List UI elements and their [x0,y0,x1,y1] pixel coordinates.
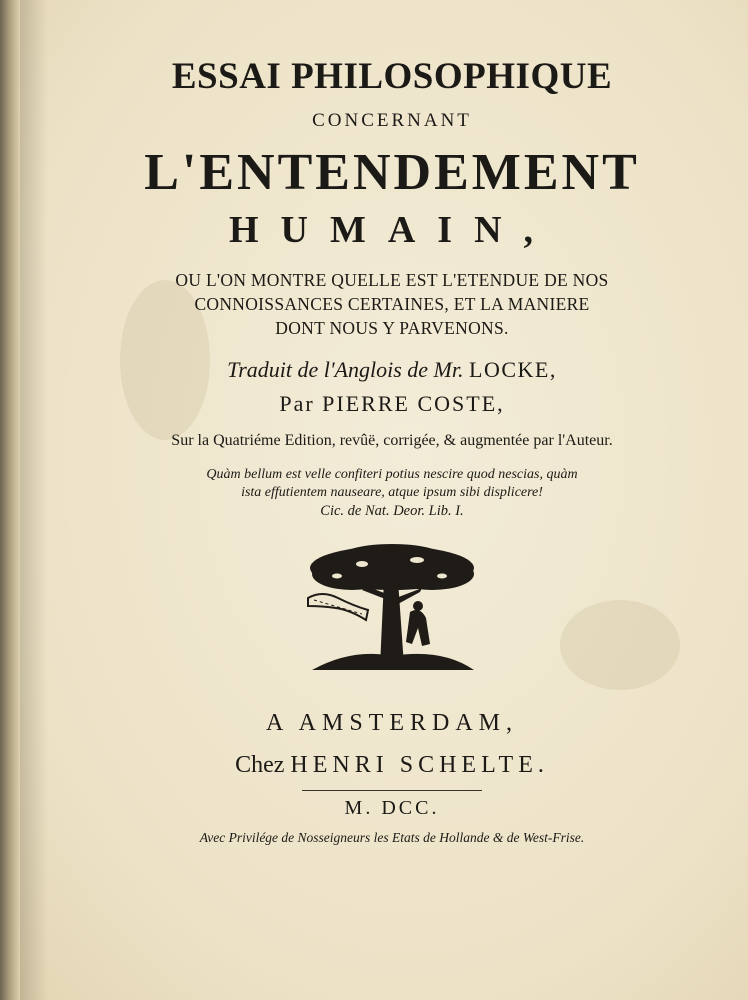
epigraph-line: ista effutientem nauseare, atque ipsum sibi displicere! [241,485,543,500]
epigraph-citation: Cic. de Nat. Deor. Lib. I. [320,503,464,519]
translator-name: PIERRE COSTE, [322,391,505,416]
author-name: LOCKE, [469,357,557,382]
edition-note: Sur la Quatriéme Edition, revûë, corrigée, & augmentée par l'Auteur. [171,432,613,449]
subtitle [60,268,724,340]
privilege-note: Avec Privilége de Nosseigneurs les Etats de Hollande & de West-Frise. [199,830,585,845]
gutter-shadow [20,0,48,1000]
divider [302,790,482,791]
title-line-4: HUMAIN, [228,209,556,251]
publisher-prefix: Chez [235,752,291,778]
translator-credit [60,390,724,418]
subtitle-line: OU L'ON MONTRE QUELLE EST L'ETENDUE DE NOS [175,270,609,290]
subtitle-line: CONNOISSANCES CERTAINES, ET LA MANIERE [194,294,590,314]
translation-prefix: Traduit de l'Anglois de Mr. [227,357,469,382]
title-line-1: ESSAI PHILOSOPHIQUE [171,56,613,97]
translation-credit [60,356,724,384]
book-spine [0,0,20,1000]
publisher-name: HENRI SCHELTE. [290,752,549,778]
imprint-year: M. DCC. [344,797,440,819]
imprint-publisher [60,750,724,780]
epigraph [60,466,724,520]
imprint-city: A AMSTERDAM, [265,710,519,736]
title-line-2: CONCERNANT [312,110,472,131]
title-line-3: L'ENTENDEMENT [144,144,640,201]
translator-prefix: Par [279,391,323,416]
epigraph-line: Quàm bellum est velle confiteri potius nescire quod nescias, quàm [206,467,578,482]
subtitle-line: DONT NOUS Y PARVENONS. [275,318,509,338]
tree-woodcut-icon [292,540,492,680]
title-block [60,56,724,847]
